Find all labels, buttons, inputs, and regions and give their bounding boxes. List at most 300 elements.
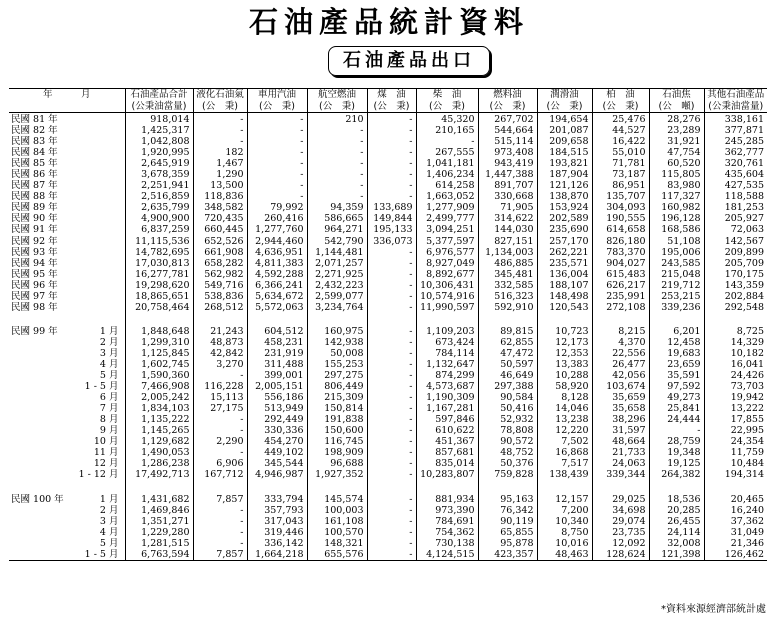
value-cell: 13,500 [193,180,247,191]
value-cell: 148,321 [307,538,367,549]
table-row [9,326,767,337]
value-cell: 73,703 [704,381,767,392]
value-cell: 12,092 [592,538,649,549]
value-cell: 235,690 [537,224,592,235]
period-cell [9,224,125,235]
spacer-cell [367,313,416,326]
value-cell: - [367,326,416,337]
value-cell: 260,416 [247,213,307,224]
period-cell [9,247,125,258]
value-cell: 10,288 [537,370,592,381]
value-cell: 1,848,648 [125,326,193,337]
spacer-cell [478,481,537,494]
table-row [9,527,767,538]
value-cell: 100,570 [307,527,367,538]
value-cell: 160,975 [307,326,367,337]
value-cell: 188,107 [537,280,592,291]
value-cell: - [193,447,247,458]
value-cell: 21,346 [704,538,767,549]
table-row [9,549,767,561]
column-header-unit: (公 秉) [546,100,583,112]
value-cell: 8,892,677 [416,269,478,280]
value-cell: - [649,425,704,436]
value-cell: 202,589 [537,213,592,224]
value-cell: 759,828 [478,469,537,480]
value-cell: 610,622 [416,425,478,436]
value-cell: 143,359 [704,280,767,291]
value-cell: - [367,113,416,126]
column-header-unit: (公 秉) [489,100,526,112]
value-cell: - [367,538,416,549]
value-cell: 160,982 [649,202,704,213]
value-cell: 8,750 [537,527,592,538]
value-cell: 1,602,745 [125,359,193,370]
year-label: 民國 93 年 [11,246,58,258]
value-cell: - [367,403,416,414]
value-cell: 71,781 [592,158,649,169]
column-header [125,89,193,113]
value-cell: 1,129,682 [125,436,193,447]
period-cell [9,370,125,381]
period-cell [9,527,125,538]
value-cell: - [367,191,416,202]
value-cell: - [367,136,416,147]
column-header [247,89,307,113]
value-cell: 6,763,594 [125,549,193,561]
value-cell: 10,283,807 [416,469,478,480]
value-cell: - [367,302,416,313]
value-cell: 31,597 [592,425,649,436]
column-header [193,89,247,113]
value-cell: 1,190,309 [416,392,478,403]
value-cell: 1,290 [193,169,247,180]
value-cell: 1,406,234 [416,169,478,180]
table-row [9,258,767,269]
column-header [592,89,649,113]
spacer-cell [478,313,537,326]
value-cell: 24,444 [649,414,704,425]
value-cell: - [247,191,307,202]
period-cell [9,392,125,403]
month-label: 3 月 [99,347,119,359]
spacer-cell [592,481,649,494]
table-row [9,403,767,414]
month-label: 8 月 [99,414,119,426]
value-cell: 24,114 [649,527,704,538]
value-cell: 13,383 [537,359,592,370]
month-label: 1 - 12 月 [78,469,119,481]
value-cell: 562,982 [193,269,247,280]
value-cell: 451,367 [416,436,478,447]
value-cell: - [367,337,416,348]
value-cell: 2,516,859 [125,191,193,202]
value-cell: 544,664 [478,125,537,136]
value-cell: 23,289 [649,125,704,136]
value-cell: 806,449 [307,381,367,392]
value-cell: 1,132,647 [416,359,478,370]
value-cell: 135,707 [592,191,649,202]
value-cell: 48,873 [193,337,247,348]
value-cell: 12,220 [537,425,592,436]
value-cell: 14,046 [537,403,592,414]
table-body [9,113,767,561]
table-row [9,191,767,202]
value-cell: 23,735 [592,527,649,538]
period-cell [9,291,125,302]
value-cell: - [307,191,367,202]
value-cell: - [367,494,416,505]
period-cell [9,516,125,527]
value-cell: 655,576 [307,549,367,561]
table-row [9,202,767,213]
table-row [9,458,767,469]
value-cell: 604,512 [247,326,307,337]
value-cell: - [367,469,416,480]
column-header-label: 車用汽油 [257,89,296,100]
value-cell: 182 [193,147,247,158]
value-cell: 210 [307,113,367,126]
table-row [9,213,767,224]
table-row [9,359,767,370]
value-cell: 538,836 [193,291,247,302]
value-cell: 7,517 [537,458,592,469]
value-cell: 784,691 [416,516,478,527]
value-cell: 1,144,481 [307,247,367,258]
spacer-cell [125,481,193,494]
value-cell: - [193,136,247,147]
value-cell: 673,424 [416,337,478,348]
value-cell: 1,299,310 [125,337,193,348]
year-label: 民國 81 年 [11,114,58,126]
table-row [9,370,767,381]
value-cell: 12,173 [537,337,592,348]
year-label: 民國 87 年 [11,180,58,192]
value-cell: 272,108 [592,302,649,313]
value-cell: 1,286,238 [125,458,193,469]
value-cell: 592,910 [478,302,537,313]
value-cell: 194,314 [704,469,767,480]
value-cell: 11,115,536 [125,236,193,247]
value-cell: 195,006 [649,247,704,258]
value-cell: - [247,136,307,147]
value-cell: 89,815 [478,326,537,337]
value-cell: 19,298,620 [125,280,193,291]
spacer-row [9,481,767,494]
value-cell: 7,466,908 [125,381,193,392]
value-cell: 19,942 [704,392,767,403]
value-cell: 4,946,987 [247,469,307,480]
value-cell: 148,498 [537,291,592,302]
value-cell: 26,455 [649,516,704,527]
value-cell: 1,277,760 [247,224,307,235]
column-header-unit: (公 秉) [202,100,238,112]
year-label: 民國 100 年 [11,493,64,505]
value-cell: 345,481 [478,269,537,280]
table-row [9,113,767,126]
value-cell: 20,758,464 [125,302,193,313]
value-cell: - [193,414,247,425]
value-cell: 128,624 [592,549,649,561]
value-cell: - [247,158,307,169]
value-cell: 8,725 [704,326,767,337]
value-cell: 72,063 [704,224,767,235]
period-cell [9,202,125,213]
column-header [649,89,704,113]
period-cell [9,125,125,136]
table-row [9,392,767,403]
value-cell: 262,221 [537,247,592,258]
value-cell: - [193,527,247,538]
value-cell: 292,449 [247,414,307,425]
table-row [9,494,767,505]
value-cell: 615,483 [592,269,649,280]
value-cell: - [367,370,416,381]
month-label: 12 月 [93,458,119,470]
value-cell: 138,439 [537,469,592,480]
value-cell: 338,161 [704,113,767,126]
table-row [9,538,767,549]
value-cell: - [367,269,416,280]
value-cell: 345,544 [247,458,307,469]
value-cell: 196,128 [649,213,704,224]
value-cell: 12,353 [537,348,592,359]
table-row [9,337,767,348]
value-cell: 50,597 [478,359,537,370]
year-label: 民國 96 年 [11,279,58,291]
table-row [9,425,767,436]
value-cell: 17,030,813 [125,258,193,269]
period-cell [9,505,125,516]
value-cell: 1,277,909 [416,202,478,213]
value-cell: 133,689 [367,202,416,213]
value-cell: 117,327 [649,191,704,202]
year-label: 民國 94 年 [11,257,58,269]
value-cell: - [367,447,416,458]
column-header [367,89,416,113]
value-cell: 267,555 [416,147,478,158]
value-cell: 556,186 [247,392,307,403]
column-header-unit: (公 秉) [602,100,639,112]
value-cell: 191,838 [307,414,367,425]
value-cell: 257,170 [537,236,592,247]
value-cell: 513,949 [247,403,307,414]
value-cell: 210,165 [416,125,478,136]
table-row [9,291,767,302]
export-statistics-table [9,88,767,561]
spacer-cell [247,481,307,494]
value-cell: - [367,392,416,403]
month-label: 7 月 [99,403,119,415]
value-cell: 95,878 [478,538,537,549]
column-header [537,89,592,113]
column-header [9,89,125,113]
value-cell: - [367,147,416,158]
value-cell: 24,063 [592,458,649,469]
value-cell: 62,855 [478,337,537,348]
value-cell: 2,635,799 [125,202,193,213]
value-cell: 118,836 [193,191,247,202]
period-cell [9,436,125,447]
period-cell [9,494,125,505]
value-cell: 55,010 [592,147,649,158]
value-cell: 205,709 [704,258,767,269]
value-cell: 10,016 [537,538,592,549]
value-cell: 449,102 [247,447,307,458]
period-cell [9,147,125,158]
month-label: 1 - 5 月 [84,381,119,393]
value-cell: 8,128 [537,392,592,403]
period-cell [9,538,125,549]
value-cell: 205,927 [704,213,767,224]
value-cell: 12,458 [649,337,704,348]
value-cell: 7,200 [537,505,592,516]
value-cell: 215,048 [649,269,704,280]
spacer-cell [193,313,247,326]
value-cell: 1,663,052 [416,191,478,202]
value-cell: 32,008 [649,538,704,549]
value-cell: 1,135,222 [125,414,193,425]
value-cell: - [367,381,416,392]
column-header-label: 液化石油氣 [196,89,244,100]
value-cell: - [367,180,416,191]
value-cell: 19,683 [649,348,704,359]
value-cell: 8,927,049 [416,258,478,269]
month-label: 9 月 [99,425,119,437]
value-cell: 661,908 [193,247,247,258]
value-cell: 12,157 [537,494,592,505]
value-cell: 136,004 [537,269,592,280]
value-cell: 145,574 [307,494,367,505]
value-cell: 219,712 [649,280,704,291]
value-cell: 161,108 [307,516,367,527]
value-cell: - [367,414,416,425]
value-cell: 4,370 [592,337,649,348]
value-cell: - [367,247,416,258]
value-cell: 167,712 [193,469,247,480]
value-cell: 209,899 [704,247,767,258]
value-cell: 720,435 [193,213,247,224]
value-cell: - [367,516,416,527]
value-cell: 37,362 [704,516,767,527]
value-cell: 86,951 [592,180,649,191]
value-cell: 13,222 [704,403,767,414]
value-cell: 5,634,672 [247,291,307,302]
value-cell: - [193,505,247,516]
value-cell: 35,591 [649,370,704,381]
value-cell: 4,900,900 [125,213,193,224]
period-cell [9,191,125,202]
value-cell: 83,980 [649,180,704,191]
month-label: 5 月 [99,537,119,549]
table-row [9,505,767,516]
value-cell: 542,790 [307,236,367,247]
value-cell: 126,462 [704,549,767,561]
value-cell: 330,668 [478,191,537,202]
month-label: 1 - 5 月 [84,548,119,560]
value-cell: - [307,158,367,169]
value-cell: 121,398 [649,549,704,561]
value-cell: 2,645,919 [125,158,193,169]
value-cell: - [247,113,307,126]
value-cell: 22,995 [704,425,767,436]
value-cell: 784,114 [416,348,478,359]
value-cell: 116,228 [193,381,247,392]
value-cell: 11,990,597 [416,302,478,313]
value-cell: 95,163 [478,494,537,505]
value-cell: 142,567 [704,236,767,247]
value-cell: 10,340 [537,516,592,527]
value-cell: 16,422 [592,136,649,147]
year-label: 民國 82 年 [11,125,58,137]
year-label: 民國 91 年 [11,224,58,236]
column-header [416,89,478,113]
value-cell: 2,251,941 [125,180,193,191]
spacer-cell [125,313,193,326]
value-cell: 835,014 [416,458,478,469]
value-cell: 362,777 [704,147,767,158]
value-cell: 51,108 [649,236,704,247]
value-cell: 357,793 [247,505,307,516]
value-cell: 2,271,925 [307,269,367,280]
period-cell [9,169,125,180]
value-cell: 6,976,577 [416,247,478,258]
value-cell: 297,388 [478,381,537,392]
value-cell: 881,934 [416,494,478,505]
value-cell: - [367,280,416,291]
spacer-cell [649,313,704,326]
value-cell: 48,463 [537,549,592,561]
column-header [307,89,367,113]
value-cell: 10,723 [537,326,592,337]
value-cell: 235,991 [592,291,649,302]
value-cell: 17,855 [704,414,767,425]
value-cell: 42,056 [592,370,649,381]
value-cell: 973,390 [416,505,478,516]
value-cell: 20,465 [704,494,767,505]
value-cell: 28,276 [649,113,704,126]
value-cell: 330,336 [247,425,307,436]
column-header-unit: (公 秉) [429,100,465,112]
period-cell [9,158,125,169]
value-cell: 45,320 [416,113,478,126]
value-cell: 150,814 [307,403,367,414]
value-cell: 1,351,271 [125,516,193,527]
value-cell: 16,868 [537,447,592,458]
value-cell: - [367,436,416,447]
period-cell [9,337,125,348]
value-cell: 58,920 [537,381,592,392]
value-cell: 35,659 [592,392,649,403]
value-cell: 3,094,251 [416,224,478,235]
value-cell: 597,846 [416,414,478,425]
period-cell [9,359,125,370]
month-label: 2 月 [99,504,119,516]
value-cell: 209,658 [537,136,592,147]
period-cell [9,458,125,469]
value-cell: 96,688 [307,458,367,469]
value-cell: 516,323 [478,291,537,302]
value-cell: 16,240 [704,505,767,516]
page-subtitle: 石油產品出口 [328,46,490,76]
value-cell: 13,238 [537,414,592,425]
column-header-label: 石油焦 [662,89,691,100]
value-cell: 314,622 [478,213,537,224]
period-cell [9,213,125,224]
year-label: 民國 89 年 [11,202,58,214]
value-cell: 18,865,651 [125,291,193,302]
table-row [9,169,767,180]
value-cell: 339,344 [592,469,649,480]
